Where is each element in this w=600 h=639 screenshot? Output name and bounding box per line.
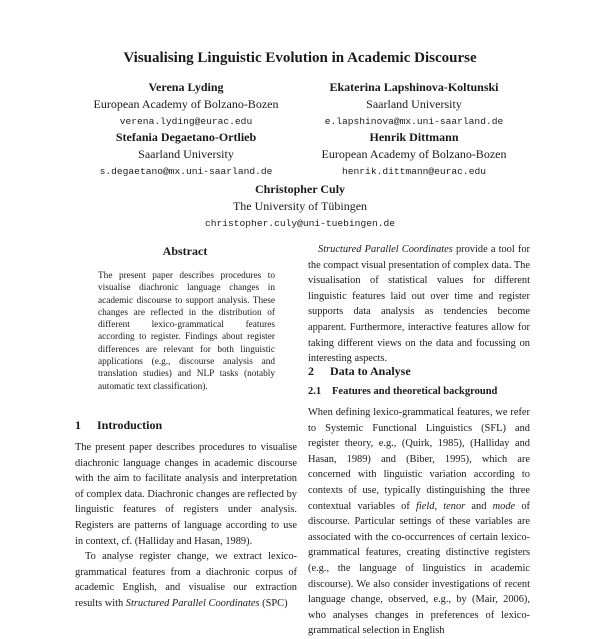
field-term: field bbox=[416, 500, 435, 512]
introduction-body bbox=[75, 440, 297, 612]
tenor-term: tenor bbox=[443, 500, 466, 512]
author-affiliation: The University of Tübingen bbox=[232, 199, 368, 213]
data-section-heading bbox=[308, 364, 411, 379]
paper-title: Visualising Linguistic Evolution in Academic Discourse bbox=[123, 50, 477, 66]
author-name: Stefania Degaetano-Ortlieb bbox=[115, 130, 257, 144]
author-affiliation: European Academy of Bolzano-Bozen bbox=[93, 97, 279, 111]
author-name: Verena Lyding bbox=[148, 80, 224, 94]
author-affiliation: European Academy of Bolzano-Bozen bbox=[321, 147, 507, 161]
author-email: christopher.culy@uni-tuebingen.de bbox=[205, 218, 395, 229]
spc-italic: Structured Parallel Coordinates bbox=[318, 244, 453, 255]
abstract-heading: Abstract bbox=[162, 244, 208, 258]
spc-rest: provide a tool for the compact visual presentation of complex data. The visualisation of statistical values for different linguistic features laid out over time and register supports data analysis as tendencies become apparent. Furthermore, interactive features allow for taking different views on the data and focussing on interesting aspects. bbox=[308, 244, 530, 365]
author-block-5 bbox=[170, 181, 430, 232]
section-title: Data to Analyse bbox=[330, 364, 411, 378]
introduction-heading bbox=[75, 418, 162, 433]
features-text-b: of discourse. Particular settings of these variables are associated with the co-occurrences of certain lexico-grammatical features, creating distinctive registers (e.g., the language of linguistics in academic discourse). We also consider investigations of recent language change, observed, e.g., by (Mair, 2006), who analyses changes in preferences of lexico-grammatical selection in English bbox=[308, 500, 530, 637]
author-email: henrik.dittmann@eurac.edu bbox=[342, 166, 486, 177]
section-number: 2 bbox=[308, 364, 314, 378]
intro-paragraph-1: The present paper describes procedures to visualise diachronic language changes in academic discourse with the aim to facilitate analysis and interpretation of complex data. Diachronic changes are reflected by linguistic features of registers under analysis. Registers are patterns of language according to use in context, cf. (Halliday and Hasan, 1989). bbox=[75, 442, 297, 547]
author-affiliation: Saarland University bbox=[366, 97, 462, 111]
features-paragraph bbox=[308, 405, 530, 639]
subsection-title: Features and theoretical background bbox=[332, 386, 498, 397]
author-block-4 bbox=[274, 129, 554, 180]
intro-p2-end: (SPC) bbox=[259, 597, 288, 609]
features-text-a: When defining lexico-grammatical features, we refer to Systemic Functional Linguistics (SFL) and register theory, e.g., (Quirk, 1985), (Halliday and Hasan, 1989) and (Biber, 1995), which are concerned with linguistic variation according to contexts of use, typically distinguishing the three contextual variables of bbox=[308, 407, 530, 512]
features-comma: , bbox=[434, 500, 444, 512]
intro-p2-italic: Structured Parallel Coordinates bbox=[125, 597, 260, 609]
intro-paragraph-2 bbox=[75, 549, 297, 611]
spc-paragraph bbox=[308, 242, 530, 367]
subsection-number: 2.1 bbox=[308, 386, 322, 397]
author-email: e.lapshinova@mx.uni-saarland.de bbox=[324, 116, 504, 127]
intro-p2-start: To analyse register change, we extract lexico-grammatical features from a diachronic corpus of academic English, and visualise our extraction results with bbox=[75, 551, 297, 609]
section-title: Introduction bbox=[97, 418, 163, 432]
features-and: and bbox=[465, 500, 493, 512]
author-name: Christopher Culy bbox=[254, 182, 346, 196]
mode-term: mode bbox=[492, 500, 516, 512]
abstract-text: The present paper describes procedures to visualise diachronic language changes in academic discourse to support analysis. These changes are reflected in the distribution of different lexico-grammatical features according to register. Findings about register differences are relevant for both linguistic applications (e.g., discourse analysis and translation studies) and NLP tasks (notably automatic text classification). bbox=[98, 271, 275, 392]
author-email: s.degaetano@mx.uni-saarland.de bbox=[99, 166, 273, 177]
subsection-heading bbox=[308, 386, 497, 397]
author-name: Ekaterina Lapshinova-Koltunski bbox=[329, 80, 499, 94]
author-email: verena.lyding@eurac.edu bbox=[119, 116, 253, 127]
author-block-2 bbox=[274, 79, 554, 130]
author-name: Henrik Dittmann bbox=[369, 130, 459, 144]
section-number: 1 bbox=[75, 418, 81, 432]
author-affiliation: Saarland University bbox=[138, 147, 234, 161]
